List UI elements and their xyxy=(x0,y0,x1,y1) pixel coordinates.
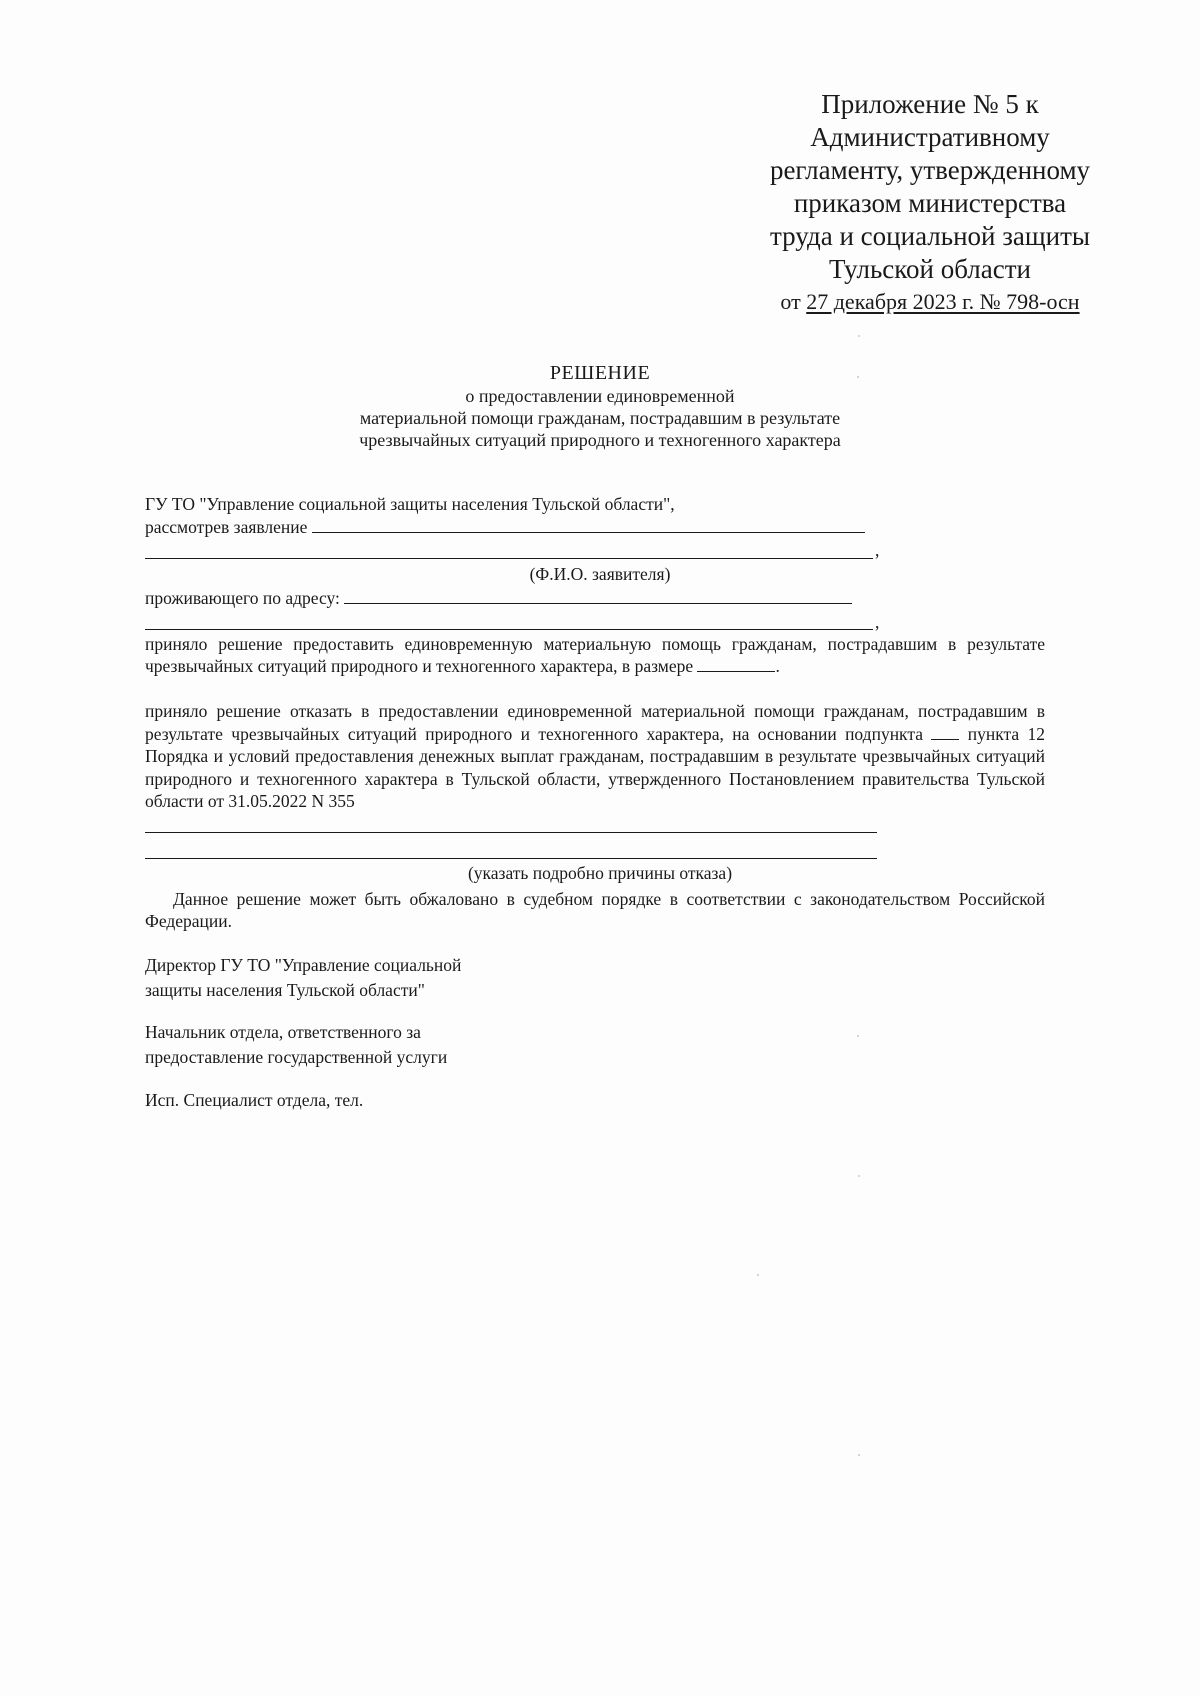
scan-speck xyxy=(757,1274,759,1276)
address-blank-field[interactable] xyxy=(344,587,852,604)
appendix-date-line xyxy=(720,288,1140,316)
scan-speck xyxy=(857,1035,859,1037)
scan-speck xyxy=(858,335,860,337)
refusal-text-1: приняло решение отказать в предоставлении единовременной материальной помощи гражданам, пострадавшим в результате чрезвычайных ситуаций природного и техногенного характера, на основании подпункта xyxy=(145,701,1045,744)
address-line xyxy=(145,587,1045,609)
grant-end: . xyxy=(775,656,780,676)
fio-comma: , xyxy=(875,540,880,560)
appendix-line-1: Приложение № 5 к xyxy=(821,89,1039,119)
grant-paragraph xyxy=(145,633,1045,677)
reason-blank-line-2[interactable] xyxy=(145,858,877,859)
decision-subtitle-1: о предоставлении единовременной xyxy=(465,386,735,406)
scan-speck xyxy=(857,376,859,378)
refusal-paragraph xyxy=(145,700,1045,813)
appendix-line-5: труда и социальной защиты xyxy=(769,221,1091,251)
appendix-line-6: Тульской области xyxy=(829,254,1031,284)
department-head-line-1: Начальник отдела, ответственного за xyxy=(145,1022,421,1042)
refusal-text-2: пункта 12 Порядка и условий предоставления денежных выплат гражданам, пострадавшим в результате чрезвычайных ситуаций природного и техногенного характера в Тульской области, утвержденного Постановлением правительства Тульской области от 31.05.2022 N 355 xyxy=(145,723,1046,812)
grant-text: приняло решение предоставить единовременную материальную помощь гражданам, пострадавшим в результате чрезвычайных ситуаций природного и техногенного характера, в размере xyxy=(145,634,1045,676)
reviewed-label: рассмотрев заявление xyxy=(145,517,308,537)
director-title-line-2: защиты населения Тульской области" xyxy=(145,980,425,1000)
fio-blank-line[interactable] xyxy=(145,558,873,559)
address-blank-line[interactable] xyxy=(145,629,873,630)
department-head-signature-block xyxy=(145,1020,447,1070)
reason-caption: (указать подробно причины отказа) xyxy=(467,863,733,883)
appendix-line-4: приказом министерства xyxy=(793,188,1067,218)
reason-blank-line-1[interactable] xyxy=(145,832,877,833)
appendix-date-number: 27 декабря 2023 г. № 798-осн xyxy=(806,289,1080,314)
decision-subtitle-3: чрезвычайных ситуаций природного и техногенного характера xyxy=(359,430,841,450)
grant-amount-blank[interactable] xyxy=(697,655,775,672)
subparagraph-blank[interactable] xyxy=(931,723,959,740)
org-line: ГУ ТО "Управление социальной защиты населения Тульской области", xyxy=(145,494,675,514)
appendix-date-prefix: от xyxy=(780,289,801,314)
director-signature-block xyxy=(145,953,461,1003)
scan-speck xyxy=(858,1175,860,1177)
scan-speck xyxy=(858,1454,860,1456)
address-comma: , xyxy=(875,612,880,632)
appendix-header xyxy=(720,88,1140,316)
decision-subtitle-2: материальной помощи гражданам, пострадавшим в результате xyxy=(359,408,841,428)
fio-caption: (Ф.И.О. заявителя) xyxy=(529,564,671,584)
reviewed-line xyxy=(145,516,1045,538)
appendix-line-3: регламенту, утвержденному xyxy=(769,155,1091,185)
address-label: проживающего по адресу: xyxy=(145,588,340,608)
appendix-line-2: Административному xyxy=(810,122,1050,152)
director-title-line-1: Директор ГУ ТО "Управление социальной xyxy=(145,955,462,975)
appeal-paragraph: Данное решение может быть обжаловано в судебном порядке в соответствии с законодательством Российской Федерации. xyxy=(145,889,1045,931)
application-blank-field[interactable] xyxy=(312,516,865,533)
specialist-line: Исп. Специалист отдела, тел. xyxy=(145,1090,364,1110)
decision-title: РЕШЕНИЕ xyxy=(549,362,651,384)
department-head-line-2: предоставление государственной услуги xyxy=(145,1047,448,1067)
decision-title-block xyxy=(300,362,900,451)
